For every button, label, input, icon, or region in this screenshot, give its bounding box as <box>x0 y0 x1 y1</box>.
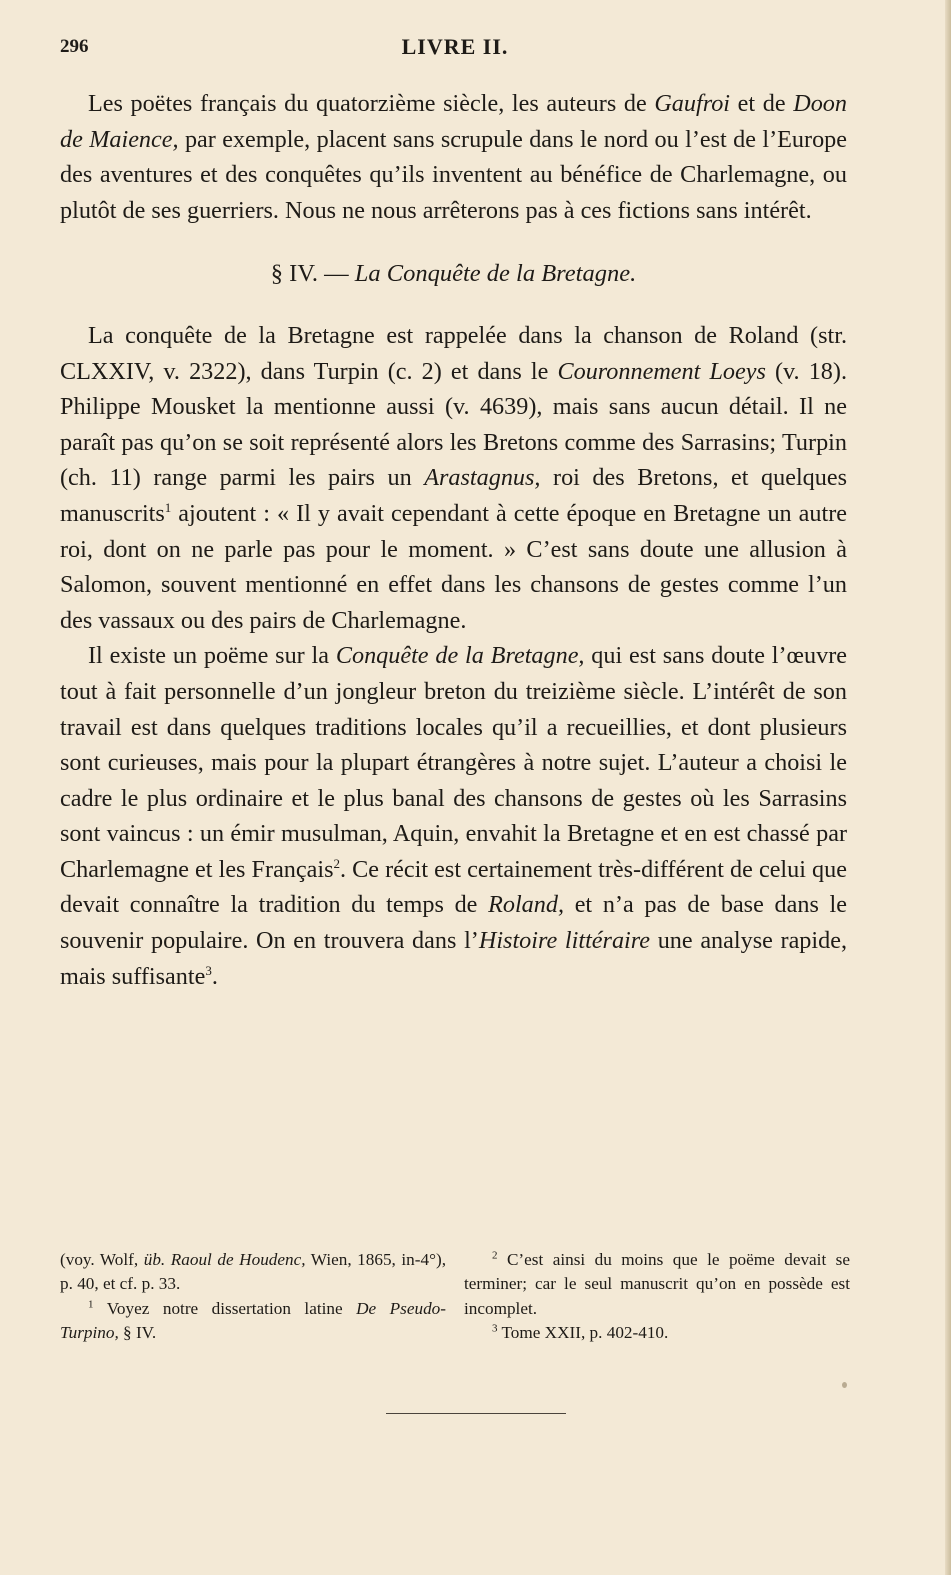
title-doon-de-maience: Doon de Maience, <box>60 90 847 153</box>
text-run: (v. 18). Philippe Mousket la mentionne aussi (v. 4639), mais sans aucun détail. Il ne paraît pas qu’on se soit représenté alors les Bretons comme des Sarrasins; Turpin (ch. 11) range parmi les pairs un <box>60 357 847 492</box>
text-run: qui est sans doute l’œuvre tout à fait personnelle d’un jongleur breton du treizième siècle. L’intérêt de son travail est dans quelques traditions locales qu’il a recueillies, et dont plusieurs sont curieuses, mais pour la plupart étrangères à notre sujet. L’auteur a choisi le cadre le plus ordinaire et le plus banal des chansons de gestes où les Sarrasins sont vaincus : un émir musulman, Aquin, envahit la Bretagne et en est chassé par Charlemagne et les Français <box>60 642 848 883</box>
text-run: . Ce récit est certainement très-différent de celui que devait connaître la tradition du temps de <box>60 855 847 919</box>
text-run: Il existe un poëme sur la <box>88 642 336 670</box>
footnote-2 <box>464 1248 850 1321</box>
text-run: par exemple, placent sans scrupule dans le nord ou l’est de l’Europe des aventures et des conquêtes qu’ils inventent au bénéfice de Charlemagne, ou plutôt de ses guerriers. Nous ne nous arrêterons pas à ces fictions sans intérêt. <box>60 125 848 224</box>
ink-speck <box>842 1382 847 1388</box>
footnote-1 <box>60 1297 446 1346</box>
title-de-pseudo-turpino: De Pseudo-Turpino, <box>60 1298 446 1343</box>
footnote-mark: 3 <box>492 1322 498 1335</box>
page-number: 296 <box>60 36 89 57</box>
text-run: § IV. <box>118 1323 157 1343</box>
text-run: Voyez notre dissertation latine <box>93 1298 357 1318</box>
text-run: C’est ainsi du moins que le poëme devait se terminer; car le seul manuscrit qu’on en possède est incomplet. <box>464 1250 850 1318</box>
footnote-continuation <box>60 1248 446 1297</box>
footnote-ref-1[interactable]: 1 <box>164 499 172 515</box>
text-run: et de <box>730 90 794 117</box>
text-run: . <box>211 962 218 990</box>
running-title: LIVRE II. <box>401 34 509 59</box>
page-header <box>60 34 850 62</box>
footnote-mark: 1 <box>88 1298 94 1311</box>
text-run: Les poëtes français du quatorzième siècle, les auteurs de <box>88 90 655 117</box>
title-gaufroi: Gaufroi <box>654 90 731 117</box>
title-histoire-litteraire: Histoire littéraire <box>478 927 651 955</box>
title-conquete-de-la-bretagne: Conquête de la Bretagne, <box>335 642 585 670</box>
name-arastagnus: Arastagnus, <box>424 464 541 492</box>
text-run: une analyse rapide, mais suffisante <box>60 927 848 990</box>
text-run: ajoutent : « Il y avait cependant à cette époque en Bretagne un autre roi, dont on ne parle pas pour le moment. » C’est sans doute une allusion à Salomon, souvent mentionné en effet dans les chansons de gestes comme l’un des vassaux ou des pairs de Charlemagne. <box>60 499 847 634</box>
title-couronnement-loeys: Couronnement Loeys <box>557 357 766 385</box>
text-run: Tome XXII, p. 402-410. <box>497 1323 669 1343</box>
paragraph-1 <box>60 86 847 228</box>
paragraph-3 <box>60 638 847 994</box>
title-raoul-de-houdenc: üb. Raoul de Houdenc, <box>143 1250 306 1269</box>
footnote-mark: 2 <box>492 1249 498 1262</box>
text-run: Wien, 1865, in-4°), p. 40, et cf. p. 33. <box>60 1250 446 1294</box>
section-heading <box>60 256 847 292</box>
footnote-ref-2[interactable]: 2 <box>333 855 340 871</box>
footnote-3 <box>464 1321 850 1345</box>
page-edge <box>945 0 951 1575</box>
text-run: La conquête de la Bretagne est rappelée dans la chanson de Roland (str. CLXXIV, v. 2322), dans Turpin (c. 2) et dans le <box>60 321 847 385</box>
footnote-ref-3[interactable]: 3 <box>205 962 212 978</box>
body-text <box>60 86 847 994</box>
bottom-rule <box>386 1413 566 1414</box>
paragraph-2 <box>60 318 847 638</box>
footnotes-right-column <box>464 1248 850 1346</box>
text-run: (voy. Wolf, <box>60 1250 144 1269</box>
text-run: roi des Bretons, et quelques manuscrits <box>60 464 847 527</box>
section-number: § IV. — <box>270 260 355 288</box>
title-roland: Roland, <box>488 891 565 919</box>
section-title: La Conquête de la Bretagne. <box>354 260 637 288</box>
text-run: et n’a pas de base dans le souvenir populaire. On en trouvera dans l’ <box>60 891 847 955</box>
footnotes-left-column <box>60 1248 446 1346</box>
